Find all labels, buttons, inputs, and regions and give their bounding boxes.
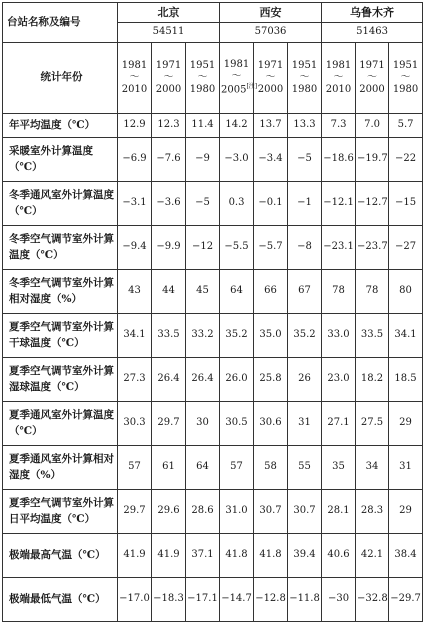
value-cell: −27 (389, 226, 423, 270)
value-cell: −3.0 (220, 138, 254, 182)
value-cell: 27.1 (322, 402, 356, 446)
value-cell: 41.8 (220, 534, 254, 578)
table-row (3, 534, 423, 578)
value-cell: −0.1 (254, 182, 288, 226)
value-cell: −23.1 (322, 226, 356, 270)
row-label: 采暖室外计算温度（℃） (3, 138, 118, 182)
value-cell: 31.0 (220, 490, 254, 534)
value-cell: 33.5 (152, 314, 186, 358)
value-cell: −14.7 (220, 578, 254, 622)
period-start: 1951 (291, 60, 318, 71)
period-cell (356, 43, 389, 114)
value-cell: 67 (288, 270, 322, 314)
value-cell: 30.3 (118, 402, 152, 446)
period-start: 1981 (121, 60, 148, 71)
table-row (3, 314, 423, 358)
value-cell: −11.8 (288, 578, 322, 622)
table-row (3, 270, 423, 314)
value-cell: −29.7 (389, 578, 423, 622)
period-end (289, 84, 320, 96)
value-cell: −3.6 (152, 182, 186, 226)
value-cell: −32.8 (356, 578, 389, 622)
value-cell: 78 (356, 270, 389, 314)
value-cell: 33.2 (186, 314, 220, 358)
value-cell: 34.1 (389, 314, 423, 358)
value-cell: 35.2 (220, 314, 254, 358)
value-cell: 39.4 (288, 534, 322, 578)
period-tilde: ～ (163, 72, 174, 83)
value-cell: 30.5 (220, 402, 254, 446)
value-cell: 18.2 (356, 358, 389, 402)
value-cell: 35.2 (288, 314, 322, 358)
period-end-year: 2000 (257, 84, 284, 95)
header-row-periods (3, 43, 423, 114)
row-label: 夏季通风室外计算相对湿度（%） (3, 446, 118, 490)
table-row (3, 226, 423, 270)
climate-data-table (2, 2, 423, 622)
value-cell: 29.6 (152, 490, 186, 534)
value-cell: 31 (389, 446, 423, 490)
value-cell: 80 (389, 270, 423, 314)
period-end-year: 2010 (325, 84, 352, 95)
value-cell: 58 (254, 446, 288, 490)
value-cell: 78 (322, 270, 356, 314)
value-cell: 27.5 (356, 402, 389, 446)
value-cell: −5.7 (254, 226, 288, 270)
row-label: 极端最高气温（℃） (3, 534, 118, 578)
period-tilde: ～ (265, 72, 276, 83)
period-start: 1971 (359, 60, 385, 71)
value-cell: 14.2 (220, 114, 254, 138)
period-end (390, 84, 421, 96)
value-cell: −12.8 (254, 578, 288, 622)
period-end-year: 1980 (392, 84, 419, 95)
value-cell: 33.0 (322, 314, 356, 358)
value-cell: −23.7 (356, 226, 389, 270)
station-name-xian: 西安 (220, 3, 322, 23)
value-cell: −5 (186, 182, 220, 226)
station-code-xian: 57036 (220, 23, 322, 43)
value-cell: 30.6 (254, 402, 288, 446)
value-cell: −15 (389, 182, 423, 226)
table-row (3, 182, 423, 226)
value-cell: 12.9 (118, 114, 152, 138)
value-cell: 57 (220, 446, 254, 490)
value-cell: −17.0 (118, 578, 152, 622)
row-label: 冬季空气调节室外计算相对湿度（%） (3, 270, 118, 314)
value-cell: 33.5 (356, 314, 389, 358)
period-end-year: 2000 (359, 84, 385, 95)
value-cell: 30.7 (288, 490, 322, 534)
value-cell: 41.8 (254, 534, 288, 578)
value-cell: 12.3 (152, 114, 186, 138)
period-start: 1981 (325, 60, 352, 71)
value-cell: 0.3 (220, 182, 254, 226)
value-cell: −12 (186, 226, 220, 270)
value-cell: −30 (322, 578, 356, 622)
value-cell: 45 (186, 270, 220, 314)
period-start: 1951 (392, 60, 419, 71)
value-cell: 7.3 (322, 114, 356, 138)
period-cell (152, 43, 186, 114)
value-cell: 38.4 (389, 534, 423, 578)
value-cell: 44 (152, 270, 186, 314)
period-cell (288, 43, 322, 114)
value-cell: 57 (118, 446, 152, 490)
value-cell: −18.6 (322, 138, 356, 182)
value-cell: −9.4 (118, 226, 152, 270)
period-end (323, 84, 354, 96)
row-label: 冬季通风室外计算温度（℃） (3, 182, 118, 226)
value-cell: 31 (288, 402, 322, 446)
station-name-urumqi: 乌鲁木齐 (322, 3, 423, 23)
value-cell: −5 (288, 138, 322, 182)
value-cell: 41.9 (118, 534, 152, 578)
value-cell: −18.3 (152, 578, 186, 622)
period-end-year: 2005 (221, 84, 247, 96)
period-end-year: 1980 (189, 84, 216, 95)
value-cell: 41.9 (152, 534, 186, 578)
value-cell: −7.6 (152, 138, 186, 182)
value-cell: 29.7 (152, 402, 186, 446)
value-cell: 27.3 (118, 358, 152, 402)
period-end (255, 84, 286, 96)
value-cell: −19.7 (356, 138, 389, 182)
table-row (3, 578, 423, 622)
table-row (3, 490, 423, 534)
period-tilde: ～ (333, 72, 344, 83)
period-end (187, 84, 218, 96)
row-label: 冬季空气调节室外计算温度（℃） (3, 226, 118, 270)
value-cell: 61 (152, 446, 186, 490)
value-cell: 28.6 (186, 490, 220, 534)
period-note: [注] (246, 83, 258, 91)
period-start: 1981 (223, 59, 250, 71)
row-label: 夏季空气调节室外计算日平均温度（℃） (3, 490, 118, 534)
period-tilde: ～ (367, 72, 378, 83)
period-end (153, 84, 184, 96)
period-start: 1971 (155, 60, 182, 71)
header-row-station-names (3, 3, 423, 23)
period-cell (254, 43, 288, 114)
period-cell (389, 43, 423, 114)
period-cell (220, 43, 258, 114)
value-cell: 23.0 (322, 358, 356, 402)
period-end (357, 84, 387, 96)
period-header-cell: 统计年份 (3, 43, 118, 114)
value-cell: 64 (186, 446, 220, 490)
value-cell: 26.0 (220, 358, 254, 402)
table-row (3, 358, 423, 402)
value-cell: 35 (322, 446, 356, 490)
period-tilde: ～ (299, 72, 310, 83)
period-end-year: 2000 (155, 84, 182, 95)
value-cell: 18.5 (389, 358, 423, 402)
value-cell: −9 (186, 138, 220, 182)
period-end (221, 83, 258, 96)
period-tilde: ～ (231, 71, 242, 83)
period-tilde: ～ (129, 72, 140, 83)
row-label: 夏季通风室外计算温度（℃） (3, 402, 118, 446)
value-cell: −12.7 (356, 182, 389, 226)
value-cell: 25.8 (254, 358, 288, 402)
station-name-beijing: 北京 (118, 3, 220, 23)
value-cell: −12.1 (322, 182, 356, 226)
period-end-year: 2010 (121, 84, 148, 95)
row-label: 夏季空气调节室外计算湿球温度（℃） (3, 358, 118, 402)
period-end (119, 84, 150, 96)
value-cell: 7.0 (356, 114, 389, 138)
value-cell: −9.9 (152, 226, 186, 270)
value-cell: 29.7 (118, 490, 152, 534)
value-cell: 26 (288, 358, 322, 402)
station-code-urumqi: 51463 (322, 23, 423, 43)
row-label: 夏季空气调节室外计算干球温度（℃） (3, 314, 118, 358)
value-cell: 30.7 (254, 490, 288, 534)
value-cell: 64 (220, 270, 254, 314)
period-tilde: ～ (197, 72, 208, 83)
table-body (3, 3, 423, 622)
station-code-beijing: 54511 (118, 23, 220, 43)
period-start: 1951 (189, 60, 216, 71)
value-cell: 26.4 (186, 358, 220, 402)
period-start: 1971 (257, 60, 284, 71)
row-label: 年平均温度（℃） (3, 114, 118, 138)
value-cell: 37.1 (186, 534, 220, 578)
value-cell: 26.4 (152, 358, 186, 402)
value-cell: 28.3 (356, 490, 389, 534)
value-cell: 42.1 (356, 534, 389, 578)
value-cell: −6.9 (118, 138, 152, 182)
period-cell (186, 43, 220, 114)
value-cell: −1 (288, 182, 322, 226)
table-row (3, 138, 423, 182)
period-tilde: ～ (400, 72, 411, 83)
value-cell: −8 (288, 226, 322, 270)
table-row (3, 402, 423, 446)
table-row (3, 114, 423, 138)
value-cell: 28.1 (322, 490, 356, 534)
value-cell: 29 (389, 490, 423, 534)
value-cell: −5.5 (220, 226, 254, 270)
value-cell: 34 (356, 446, 389, 490)
value-cell: 13.3 (288, 114, 322, 138)
period-end-year: 1980 (291, 84, 318, 95)
value-cell: 34.1 (118, 314, 152, 358)
period-cell (322, 43, 356, 114)
value-cell: −3.1 (118, 182, 152, 226)
value-cell: 35.0 (254, 314, 288, 358)
value-cell: −3.4 (254, 138, 288, 182)
station-header-cell: 台站名称及编号 (3, 3, 118, 43)
value-cell: 40.6 (322, 534, 356, 578)
value-cell: 55 (288, 446, 322, 490)
value-cell: 5.7 (389, 114, 423, 138)
table-row (3, 446, 423, 490)
row-label: 极端最低气温（℃） (3, 578, 118, 622)
value-cell: 13.7 (254, 114, 288, 138)
value-cell: 30 (186, 402, 220, 446)
value-cell: 43 (118, 270, 152, 314)
value-cell: −17.1 (186, 578, 220, 622)
value-cell: 11.4 (186, 114, 220, 138)
period-cell (118, 43, 152, 114)
value-cell: 29 (389, 402, 423, 446)
value-cell: 66 (254, 270, 288, 314)
value-cell: −22 (389, 138, 423, 182)
